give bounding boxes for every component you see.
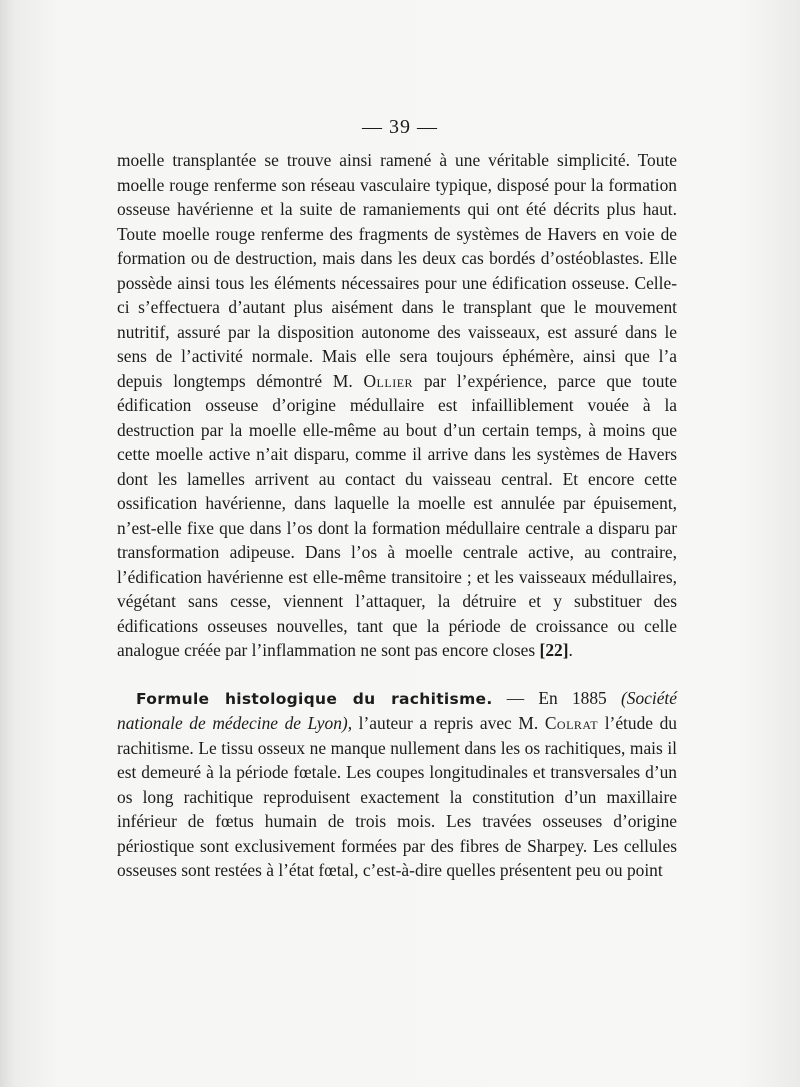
paragraph-text: l’auteur a repris avec M. xyxy=(358,713,539,733)
paragraph-text: — En 1885 xyxy=(506,687,607,708)
page-body xyxy=(117,148,677,883)
page-number: — 39 — xyxy=(362,116,438,138)
paragraph-text: moelle transplantée se trouve ainsi ramené à une véritable simplicité. Toute moelle rouge renferme son réseau vasculaire typique, disposé pour la formation osseuse havérienne et la suite de ramaniements qui ont été décrits plus haut. Toute moelle rouge renferme des fragments de systèmes de Havers en voie de formation ou de destruction, mais dans les deux cas bordés d’ostéoblastes. Elle possède ainsi tous les éléments nécessaires pour une édification osseuse. Celle-ci s’effectuera d’autant plus aisément dans le transplant que le mouvement nutritif, assuré par la disposition autonome des vaisseaux, est assuré dans le sens de l’activité normale. Mais elle sera toujours éphémère, ainsi que l’a depuis longtemps démontré M. xyxy=(117,150,677,391)
author-name-ollier: Ollier xyxy=(363,370,414,391)
author-name-colrat: Colrat xyxy=(544,713,599,733)
paragraph-text: par l’expérience, parce que toute édification osseuse d’origine médullaire est infailliblement vouée à la destruction par la moelle elle-même au bout d’un certain temps, à moins que cette moelle active n’ait disparu, comme il arrive dans les systèmes de Havers dont les lamelles arrivent au contact du vaisseau central. Et encore cette ossification havérienne, dans laquelle la moelle est annulée par épuisement, n’est-elle fixe que dans l’os dont la formation médullaire centrale a disparu par transformation adipeuse. Dans l’os à moelle centrale active, au contraire, l’édification havérienne est elle-même transitoire ; et les vaisseaux médullaires, végétant sans cesse, viennent l’attaquer, la détruire et y substituer des édifications osseuses nouvelles, tant que la période de croissance ou celle analogue créée par l’inflammation ne sont pas encore closes xyxy=(117,370,677,660)
section-heading: Formule histologique du rachitisme. xyxy=(136,689,493,708)
paragraph-rachitisme xyxy=(117,686,677,883)
source-citation: (Société nationale de médecine de Lyon), xyxy=(117,687,677,733)
paragraph-text: . xyxy=(568,640,573,660)
reference-marker: [22] xyxy=(539,640,569,660)
paragraph-havers-marrow xyxy=(117,148,677,663)
paragraph-text: l’étude du rachitisme. Le tissu osseux ne manque nullement dans les os rachitiques, mais il est demeuré à la période fœtale. Les coupes longitudinales et transversales d’un os long rachitique reproduisent exactement la constitution d’un maxillaire inférieur de fœtus humain de trois mois. Les travées osseuses d’origine périostique sont exclusivement formées par des fibres de Sharpey. Les cellules osseuses sont restées à l’état fœtal, c’est-à-dire quelles présentent peu ou point xyxy=(117,713,677,880)
